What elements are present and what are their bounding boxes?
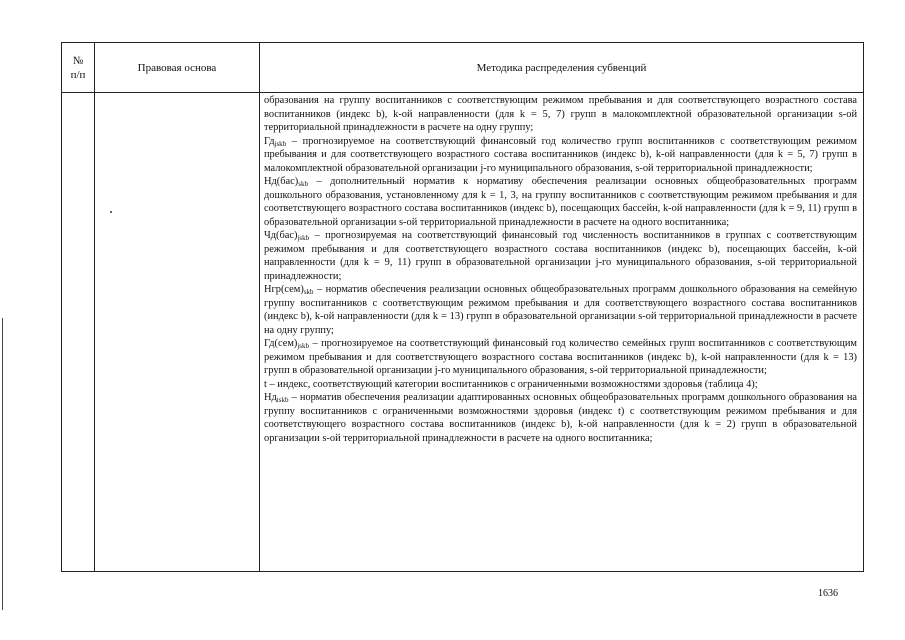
variable-symbol: t [264,378,267,390]
definition-text: – норматив обеспечения реализации основных общеобразовательных программ дошкольного образования на семейную группу воспитанников с соответствующим режимом пребывания и для соответствующего возрастного состава воспитанников (индекс b), k-ой направленности (для k = 13) групп в образовательной организации s-ой территориальной принадлежности в расчете на одну группу; [264,284,857,336]
variable-subscript: tskb [276,396,289,404]
variable-symbol: Нд [264,392,277,403]
definition-text: – дополнительный норматив к нормативу обеспечения реализации основных общеобразовательных программ дошкольного образования, установленному для k = 1, 3, на группу воспитанников с соответствующим режимом пребывания и для соответствующего возрастного состава воспитанников (индекс b), посещающих бассейн, k-ой направленности (для k = 9, 11) групп в образовательной организации s-ой территориальной принадлежности в расчете на одного воспитанника; [264,176,857,228]
definition-paragraph [264,378,857,392]
variable-subscript: jskb [297,342,310,350]
subvention-table [61,42,864,572]
definition-text: образования на группу воспитанников с соответствующим режимом пребывания и для соответствующего возрастного состава воспитанников (индекс b), k-ой направленности (для k = 5, 7) групп в малокомплектной образовательной организации s-ой территориальной принадлежности в расчете на одну группу; [264,95,857,133]
variable-subscript: jskb [297,234,310,242]
variable-symbol: Гд [264,135,275,147]
definition-text: – прогнозируемая на соответствующий финансовый год численность воспитанников в группах с соответствующим режимом пребывания и для соответствующего возрастного состава воспитанников (индекс b), посещающих бассейн, k-ой направленности (для k = 9, 11) групп в образовательной организации j-го муниципального образования, s-ой территориальной принадлежности; [264,230,857,282]
header-methodology: Методика распределения субвенций [260,43,864,93]
methodology-cell [260,93,864,572]
variable-subscript: skb [298,180,308,188]
header-number-abbr: п/п [70,68,86,81]
header-number-symbol: № [72,54,84,67]
legal-basis-cell [95,93,260,572]
header-number [62,43,95,93]
scan-edge-line [2,318,3,610]
table-header-row [62,43,864,93]
definition-paragraph [264,135,857,176]
methodology-text [260,93,863,445]
number-cell [62,93,95,572]
variable-subscript: skb [303,288,314,296]
scan-dot [110,211,112,213]
variable-symbol: Чд(бас) [264,230,298,241]
definition-paragraph [264,283,857,337]
variable-symbol: Нд(бас) [264,176,299,187]
definition-paragraph [264,175,857,229]
page-number: 1636 [818,588,838,599]
table-row [62,93,864,572]
definition-paragraph [264,337,857,378]
variable-subscript: jskb [274,139,287,148]
definition-paragraph [264,229,857,283]
definition-paragraph [264,391,857,445]
definition-text: – прогнозируемое на соответствующий финансовый год количество групп воспитанников с соответствующим режимом пребывания и для соответствующего возрастного состава воспитанников (индекс b), k-ой направленности (для k = 5, 7) групп в малокомплектной образовательной организации j-го муниципального образования, s-ой территориальной принадлежности; [264,135,857,174]
variable-symbol: Гд(сем) [264,338,298,349]
definition-text: – индекс, соответствующий категории воспитанников с ограниченными возможностями здоровья (таблица 4); [266,378,758,390]
definition-text: – норматив обеспечения реализации адаптированных основных общеобразовательных программ дошкольного образования на группу воспитанников с ограниченными возможностями здоровья (индекс t) с соответствующим режимом пребывания и для соответствующего возрастного состава воспитанников (индекс b), k-ой направленности (для k = 2) групп в образовательной организации s-ой территориальной принадлежности в расчете на одного воспитанника; [264,392,857,444]
variable-symbol: Нгр(сем) [264,284,304,295]
header-legal-basis: Правовая основа [95,43,260,93]
definition-paragraph [264,94,857,135]
definition-text: – прогнозируемое на соответствующий финансовый год количество семейных групп воспитанников с соответствующим режимом пребывания и для соответствующего возрастного состава воспитанников (индекс b), k-ой направленности (для k = 13) групп в образовательной организации j-го муниципального образования, s-ой территориальной принадлежности; [264,338,857,376]
